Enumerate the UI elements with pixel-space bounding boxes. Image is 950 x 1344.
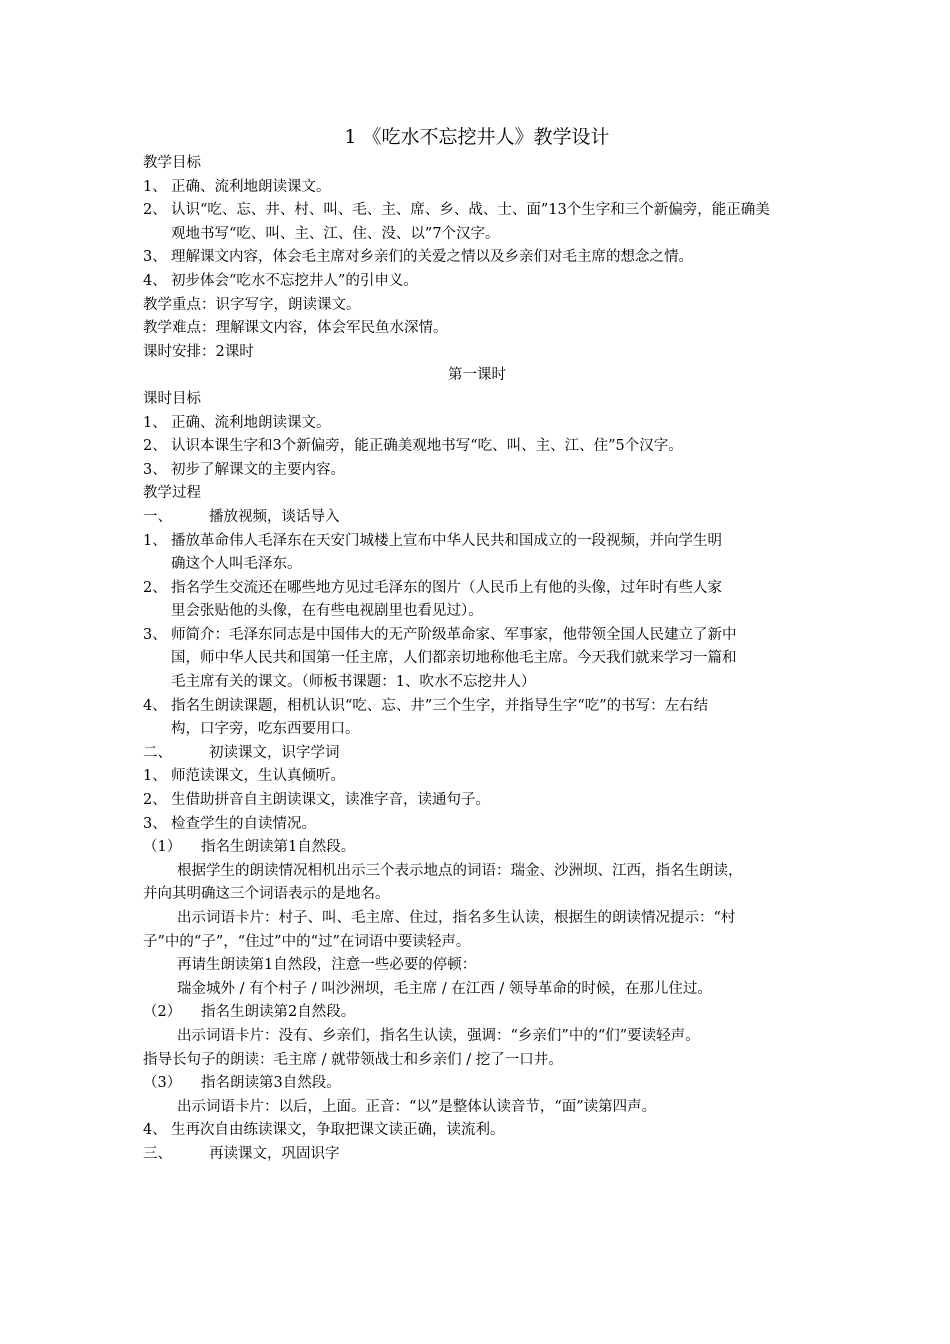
key-point: 教学重点：识字写字，朗读课文。 [143, 296, 361, 313]
list-item [143, 789, 811, 813]
item-number: 1、 [143, 768, 167, 785]
paragraph-line: 再请生朗读第1自然段，注意一些必要的停顿： [177, 957, 477, 974]
item-text: 初步了解课文的主要内容。 [171, 461, 345, 478]
list-item [143, 412, 811, 436]
list-item-first-line [143, 765, 811, 789]
paragraph-line: 瑞金城外 / 有个村子 / 叫沙洲坝，毛主席 / 在江西 / 领导革命的时候，在那儿住过。 [177, 980, 712, 997]
paragraph-line: 出示词语卡片：村子、叫、毛主席、住过，指名多生认读，根据生的朗读情况提示：“村 [177, 910, 736, 926]
list-item [143, 176, 811, 200]
item-text: 国，师中华人民共和国第一任主席，人们都亲切地称他毛主席。今天我们就来学习一篇和 [171, 650, 737, 667]
lesson-goals-heading: 课时目标 [143, 390, 201, 407]
process-heading: 教学过程 [143, 485, 201, 502]
paragraph [143, 907, 811, 954]
list-item [143, 246, 811, 270]
list-item-first-line [143, 813, 811, 837]
list-item [143, 577, 811, 624]
document-body [143, 122, 811, 1167]
list-item [143, 624, 811, 695]
section-3-heading [143, 1143, 811, 1167]
item-text: 确这个人叫毛泽东。 [171, 556, 302, 573]
difficulty: 教学难点：理解课文内容，体会军民鱼水深情。 [143, 320, 448, 337]
item-text: 毛主席有关的课文。（师板书课题：1、吹水不忘挖井人） [171, 674, 536, 691]
paragraph-line: 出示词语卡片：没有、乡亲们，指名生认读，强调：“乡亲们”中的“们”要读轻声。 [177, 1027, 700, 1044]
section-text: 播放视频，谈话导入 [209, 508, 340, 525]
subsection-text: 指名生朗读第1自然段。 [201, 839, 356, 856]
item-number: 3、 [143, 249, 167, 266]
list-item-first-line [143, 530, 811, 554]
subsection-number: （1） [143, 839, 182, 856]
paragraph [143, 954, 811, 978]
section-2-heading [143, 742, 811, 766]
list-item-first-line [143, 176, 811, 200]
item-number: 4、 [143, 272, 167, 289]
list-item [143, 695, 811, 742]
lesson1-heading: 第一课时 [448, 367, 506, 384]
section-number: 三、 [143, 1145, 172, 1162]
list-item-first-line [143, 577, 811, 601]
list-item-continuation [143, 600, 811, 624]
item-text: 师范读课文，生认真倾听。 [171, 768, 345, 785]
item-text: 生再次自由练读课文，争取把课文读正确，读流利。 [171, 1122, 505, 1139]
list-item [143, 435, 811, 459]
item-text: 里会张贴他的头像，在有些电视剧里也看见过）。 [171, 603, 483, 620]
goals-heading: 教学目标 [143, 155, 201, 171]
section-2-item-4 [143, 1119, 811, 1143]
list-item [143, 459, 811, 483]
goals-list [143, 176, 811, 294]
paragraph [143, 978, 811, 1002]
item-text: 生借助拼音自主朗读课文，读准字音，读通句子。 [171, 792, 490, 809]
subsection-2-paragraphs [143, 1025, 811, 1072]
item-number: 2、 [143, 438, 167, 455]
subsection-text: 指名朗读第3自然段。 [201, 1075, 341, 1092]
item-text: 认识“吃、忘、井、村、叫、毛、主、席、乡、战、士、面”13个生字和三个新偏旁，能正确美 [171, 202, 770, 219]
subsection-2-heading [143, 1001, 811, 1025]
item-text: 初步体会“吃水不忘挖井人”的引申义。 [171, 272, 418, 289]
list-item-first-line [143, 789, 811, 813]
list-item [143, 765, 811, 789]
item-text: 指名学生交流还在哪些地方见过毛泽东的图片（人民币上有他的头像，过年时有些人家 [171, 579, 722, 596]
item-number: 2、 [143, 792, 167, 809]
document-title: 1 《吃水不忘挖井人》教学设计 [344, 126, 610, 148]
subsection-3-heading [143, 1072, 811, 1096]
schedule: 课时安排：2课时 [143, 343, 254, 360]
lesson-goals-list [143, 412, 811, 483]
item-number: 1、 [143, 178, 167, 195]
subsection-number: （2） [143, 1004, 182, 1021]
item-text: 播放革命伟人毛泽东在天安门城楼上宣布中华人民共和国成立的一段视频，并向学生明 [171, 532, 722, 549]
subsection-3-paragraphs [143, 1096, 811, 1120]
item-number: 1、 [143, 532, 167, 549]
list-item [143, 199, 811, 246]
subsection-1-paragraphs [143, 860, 811, 1002]
list-item [143, 813, 811, 837]
paragraph-line: 指导长句子的朗读：毛主席 / 就带领战士和乡亲们 / 挖了一口井。 [143, 1051, 563, 1068]
item-number: 4、 [143, 1122, 167, 1139]
item-number: 1、 [143, 414, 167, 431]
section-number: 一、 [143, 508, 172, 525]
subsection-number: （3） [143, 1075, 182, 1092]
list-item [143, 530, 811, 577]
list-item-first-line [143, 624, 811, 648]
paragraph-line: 出示词语卡片：以后，上面。正音：“以”是整体认读音节，“面”读第四声。 [177, 1098, 657, 1115]
item-text: 师简介：毛泽东同志是中国伟大的无产阶级革命家、军事家，他带领全国人民建立了新中 [171, 626, 737, 643]
section-1-items [143, 530, 811, 742]
section-text: 初读课文，识字学词 [209, 744, 340, 761]
item-text: 指名生朗读课题，相机认识“吃、忘、井”三个生字，并指导生字“吃”的书写：左右结 [171, 697, 709, 714]
section-text: 再读课文，巩固识字 [209, 1145, 340, 1162]
item-number: 3、 [143, 626, 167, 643]
list-item-continuation [143, 223, 811, 247]
paragraph [143, 860, 811, 907]
paragraph-line: 子”中的“子”，“住过”中的“过”在词语中要读轻声。 [143, 933, 471, 950]
subsection-1-heading [143, 836, 811, 860]
item-text: 认识本课生字和3个新偏旁，能正确美观地书写“吃、叫、主、江、住”5个汉字。 [171, 438, 683, 455]
item-text: 观地书写“吃、叫、主、江、住、没、以”7个汉字。 [171, 225, 500, 242]
paragraph [143, 1025, 811, 1072]
item-number: 3、 [143, 815, 167, 832]
list-item-continuation [143, 553, 811, 577]
paragraph [143, 1096, 811, 1120]
item-number: 3、 [143, 461, 167, 478]
paragraph-line: 并向其明确这三个词语表示的是地名。 [143, 886, 390, 903]
list-item-first-line [143, 270, 811, 294]
item-number: 4、 [143, 697, 167, 714]
list-item-first-line [143, 435, 811, 459]
list-item-continuation [143, 647, 811, 671]
item-text: 正确、流利地朗读课文。 [171, 414, 331, 431]
list-item-first-line [143, 412, 811, 436]
list-item-continuation [143, 671, 811, 695]
list-item-first-line [143, 199, 811, 223]
section-2-items [143, 765, 811, 836]
list-item [143, 270, 811, 294]
section-number: 二、 [143, 744, 172, 761]
list-item-continuation [143, 718, 811, 742]
list-item-first-line [143, 246, 811, 270]
subsection-text: 指名生朗读第2自然段。 [201, 1004, 356, 1021]
section-1-heading [143, 506, 811, 530]
item-text: 构，口字旁，吃东西要用口。 [171, 721, 360, 738]
item-text: 正确、流利地朗读课文。 [171, 178, 331, 195]
list-item-first-line [143, 459, 811, 483]
item-number: 2、 [143, 202, 167, 219]
item-text: 检查学生的自读情况。 [171, 815, 316, 832]
item-number: 2、 [143, 579, 167, 596]
item-text: 理解课文内容，体会毛主席对乡亲们的关爱之情以及乡亲们对毛主席的想念之情。 [171, 249, 693, 266]
list-item-first-line [143, 695, 811, 719]
paragraph-line: 根据学生的朗读情况相机出示三个表示地点的词语：瑞金、沙洲坝、江西，指名生朗读， [177, 862, 743, 879]
